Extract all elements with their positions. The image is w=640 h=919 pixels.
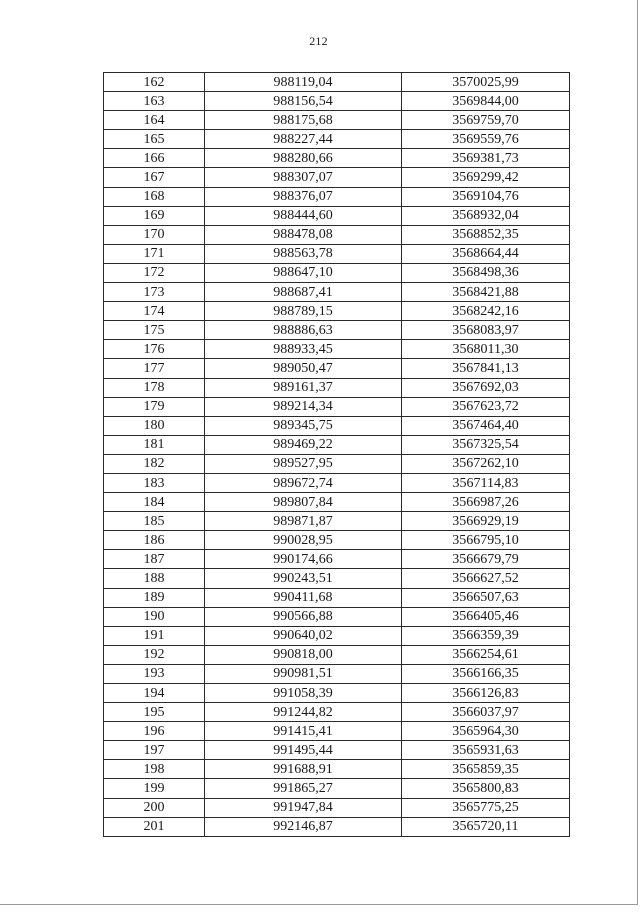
table-row [104,130,570,149]
table-row [104,206,570,225]
point-number-cell: 189 [104,588,205,607]
table-row [104,798,570,817]
x-coordinate-cell: 989469,22 [205,435,402,454]
x-coordinate-cell: 989807,84 [205,493,402,512]
point-number-cell: 183 [104,473,205,492]
point-number-cell: 195 [104,703,205,722]
point-number-cell: 162 [104,73,205,92]
table-row [104,760,570,779]
table-row [104,684,570,703]
table-row [104,531,570,550]
table-row [104,512,570,531]
table-row [104,741,570,760]
x-coordinate-cell: 988687,41 [205,283,402,302]
point-number-cell: 182 [104,454,205,473]
point-number-cell: 165 [104,130,205,149]
point-number-cell: 172 [104,263,205,282]
x-coordinate-cell: 989871,87 [205,512,402,531]
y-coordinate-cell: 3568011,30 [402,340,570,359]
table-row [104,302,570,321]
table-row [104,359,570,378]
table-row [104,645,570,664]
point-number-cell: 170 [104,225,205,244]
y-coordinate-cell: 3566405,46 [402,607,570,626]
table-row [104,149,570,168]
x-coordinate-cell: 988119,04 [205,73,402,92]
point-number-cell: 194 [104,684,205,703]
y-coordinate-cell: 3567262,10 [402,454,570,473]
y-coordinate-cell: 3566126,83 [402,684,570,703]
table-row [104,397,570,416]
table-row [104,607,570,626]
y-coordinate-cell: 3567464,40 [402,416,570,435]
x-coordinate-cell: 990818,00 [205,645,402,664]
point-number-cell: 186 [104,531,205,550]
table-row [104,550,570,569]
point-number-cell: 169 [104,206,205,225]
point-number-cell: 175 [104,321,205,340]
x-coordinate-cell: 988227,44 [205,130,402,149]
point-number-cell: 191 [104,626,205,645]
y-coordinate-cell: 3566627,52 [402,569,570,588]
table-row [104,340,570,359]
table-row [104,73,570,92]
table-row [104,263,570,282]
x-coordinate-cell: 991688,91 [205,760,402,779]
point-number-cell: 181 [104,435,205,454]
x-coordinate-cell: 988156,54 [205,92,402,111]
point-number-cell: 184 [104,493,205,512]
table-row [104,817,570,836]
point-number-cell: 168 [104,187,205,206]
point-number-cell: 187 [104,550,205,569]
table-row [104,378,570,397]
y-coordinate-cell: 3566359,39 [402,626,570,645]
y-coordinate-cell: 3569844,00 [402,92,570,111]
y-coordinate-cell: 3566507,63 [402,588,570,607]
x-coordinate-cell: 988647,10 [205,263,402,282]
point-number-cell: 163 [104,92,205,111]
table-row [104,473,570,492]
table-row [104,664,570,683]
point-number-cell: 190 [104,607,205,626]
x-coordinate-cell: 989527,95 [205,454,402,473]
y-coordinate-cell: 3569559,76 [402,130,570,149]
y-coordinate-cell: 3569759,70 [402,111,570,130]
table-row [104,454,570,473]
point-number-cell: 199 [104,779,205,798]
y-coordinate-cell: 3568932,04 [402,206,570,225]
x-coordinate-cell: 991495,44 [205,741,402,760]
y-coordinate-cell: 3569299,42 [402,168,570,187]
x-coordinate-cell: 988175,68 [205,111,402,130]
x-coordinate-cell: 988307,07 [205,168,402,187]
point-number-cell: 185 [104,512,205,531]
table-row [104,321,570,340]
table-row [104,493,570,512]
table-row [104,588,570,607]
point-number-cell: 188 [104,569,205,588]
x-coordinate-cell: 989672,74 [205,473,402,492]
x-coordinate-cell: 990243,51 [205,569,402,588]
table-row [104,779,570,798]
y-coordinate-cell: 3570025,99 [402,73,570,92]
y-coordinate-cell: 3568664,44 [402,244,570,263]
x-coordinate-cell: 989050,47 [205,359,402,378]
page-number: 212 [309,34,328,48]
point-number-cell: 171 [104,244,205,263]
x-coordinate-cell: 988789,15 [205,302,402,321]
table-row [104,225,570,244]
table-row [104,187,570,206]
point-number-cell: 166 [104,149,205,168]
y-coordinate-cell: 3566166,35 [402,664,570,683]
point-number-cell: 201 [104,817,205,836]
y-coordinate-cell: 3566987,26 [402,493,570,512]
point-number-cell: 173 [104,283,205,302]
x-coordinate-cell: 991947,84 [205,798,402,817]
x-coordinate-cell: 988886,63 [205,321,402,340]
y-coordinate-cell: 3566929,19 [402,512,570,531]
point-number-cell: 174 [104,302,205,321]
y-coordinate-cell: 3569381,73 [402,149,570,168]
y-coordinate-cell: 3566679,79 [402,550,570,569]
point-number-cell: 192 [104,645,205,664]
point-number-cell: 179 [104,397,205,416]
x-coordinate-cell: 988280,66 [205,149,402,168]
y-coordinate-cell: 3566037,97 [402,703,570,722]
table-row [104,703,570,722]
coordinates-table [103,72,570,837]
point-number-cell: 164 [104,111,205,130]
coordinates-table-body [104,73,570,837]
x-coordinate-cell: 992146,87 [205,817,402,836]
y-coordinate-cell: 3565964,30 [402,722,570,741]
y-coordinate-cell: 3566795,10 [402,531,570,550]
x-coordinate-cell: 988376,07 [205,187,402,206]
x-coordinate-cell: 988478,08 [205,225,402,244]
table-row [104,626,570,645]
y-coordinate-cell: 3565931,63 [402,741,570,760]
point-number-cell: 193 [104,664,205,683]
table-row [104,569,570,588]
table-row [104,244,570,263]
x-coordinate-cell: 988444,60 [205,206,402,225]
x-coordinate-cell: 989345,75 [205,416,402,435]
y-coordinate-cell: 3567692,03 [402,378,570,397]
y-coordinate-cell: 3567325,54 [402,435,570,454]
table-row [104,111,570,130]
y-coordinate-cell: 3567114,83 [402,473,570,492]
y-coordinate-cell: 3568421,88 [402,283,570,302]
table-row [104,168,570,187]
x-coordinate-cell: 991058,39 [205,684,402,703]
x-coordinate-cell: 990981,51 [205,664,402,683]
x-coordinate-cell: 990566,88 [205,607,402,626]
y-coordinate-cell: 3568498,36 [402,263,570,282]
x-coordinate-cell: 990640,02 [205,626,402,645]
x-coordinate-cell: 990174,66 [205,550,402,569]
table-row [104,283,570,302]
point-number-cell: 177 [104,359,205,378]
x-coordinate-cell: 988563,78 [205,244,402,263]
y-coordinate-cell: 3565775,25 [402,798,570,817]
y-coordinate-cell: 3565859,35 [402,760,570,779]
x-coordinate-cell: 991415,41 [205,722,402,741]
point-number-cell: 196 [104,722,205,741]
y-coordinate-cell: 3567841,13 [402,359,570,378]
point-number-cell: 197 [104,741,205,760]
y-coordinate-cell: 3565720,11 [402,817,570,836]
table-row [104,435,570,454]
table-row [104,92,570,111]
point-number-cell: 176 [104,340,205,359]
x-coordinate-cell: 990028,95 [205,531,402,550]
point-number-cell: 198 [104,760,205,779]
y-coordinate-cell: 3565800,83 [402,779,570,798]
x-coordinate-cell: 990411,68 [205,588,402,607]
x-coordinate-cell: 991244,82 [205,703,402,722]
x-coordinate-cell: 989161,37 [205,378,402,397]
y-coordinate-cell: 3566254,61 [402,645,570,664]
x-coordinate-cell: 991865,27 [205,779,402,798]
y-coordinate-cell: 3567623,72 [402,397,570,416]
x-coordinate-cell: 988933,45 [205,340,402,359]
y-coordinate-cell: 3568242,16 [402,302,570,321]
point-number-cell: 180 [104,416,205,435]
point-number-cell: 200 [104,798,205,817]
x-coordinate-cell: 989214,34 [205,397,402,416]
y-coordinate-cell: 3568852,35 [402,225,570,244]
point-number-cell: 167 [104,168,205,187]
y-coordinate-cell: 3568083,97 [402,321,570,340]
point-number-cell: 178 [104,378,205,397]
y-coordinate-cell: 3569104,76 [402,187,570,206]
table-row [104,722,570,741]
table-row [104,416,570,435]
